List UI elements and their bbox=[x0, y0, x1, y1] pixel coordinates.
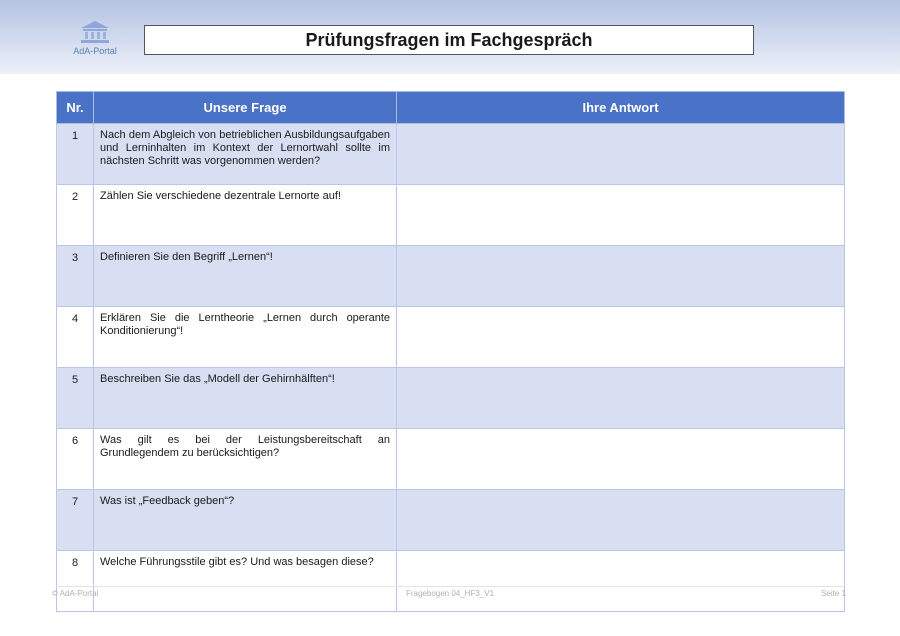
table-row bbox=[57, 490, 845, 551]
table-row bbox=[57, 185, 845, 246]
table-row bbox=[57, 246, 845, 307]
question-text: Nach dem Abgleich von betrieblichen Ausbildungsaufgaben und Lerninhalten im Kontext der Lernortwahl sollte im nächsten Schritt was vorgenommen werden? bbox=[100, 129, 390, 167]
question-text: Zählen Sie verschiedene dezentrale Lernorte auf! bbox=[100, 190, 341, 202]
answer-cell[interactable] bbox=[397, 124, 845, 185]
answer-cell[interactable] bbox=[397, 551, 845, 612]
question-text: Was gilt es bei der Leistungsbereitschaft an Grundlegendem zu berücksichtigen? bbox=[100, 434, 390, 459]
question-text: Erklären Sie die Lerntheorie „Lernen durch operante Konditionierung“! bbox=[100, 312, 390, 337]
logo bbox=[62, 20, 128, 62]
footer-page-number: Seite 1 bbox=[821, 589, 846, 598]
answer-cell[interactable] bbox=[397, 368, 845, 429]
row-number: 3 bbox=[57, 246, 94, 307]
table-row bbox=[57, 307, 845, 368]
question-text: Welche Führungsstile gibt es? Und was besagen diese? bbox=[100, 556, 374, 568]
table-row bbox=[57, 124, 845, 185]
questions-table bbox=[56, 91, 845, 612]
row-number: 6 bbox=[57, 429, 94, 490]
row-number: 5 bbox=[57, 368, 94, 429]
logo-text: AdA-Portal bbox=[73, 46, 117, 56]
page-title: Prüfungsfragen im Fachgespräch bbox=[144, 25, 754, 55]
column-header-answer: Ihre Antwort bbox=[397, 92, 845, 124]
footer-document-id: Fragebogen 04_HF3_V1 bbox=[405, 589, 495, 598]
answer-cell[interactable] bbox=[397, 490, 845, 551]
footer-divider bbox=[56, 586, 844, 587]
building-icon bbox=[78, 20, 112, 44]
table-row bbox=[57, 429, 845, 490]
answer-cell[interactable] bbox=[397, 429, 845, 490]
table-row bbox=[57, 368, 845, 429]
column-header-question: Unsere Frage bbox=[94, 92, 397, 124]
question-text: Definieren Sie den Begriff „Lernen“! bbox=[100, 251, 273, 263]
question-text: Beschreiben Sie das „Modell der Gehirnhälften“! bbox=[100, 373, 335, 385]
question-text: Was ist „Feedback geben“? bbox=[100, 495, 235, 507]
column-header-nr: Nr. bbox=[57, 92, 94, 124]
row-number: 7 bbox=[57, 490, 94, 551]
row-number: 4 bbox=[57, 307, 94, 368]
table-header-row bbox=[57, 92, 845, 124]
answer-cell[interactable] bbox=[397, 307, 845, 368]
table-row bbox=[57, 551, 845, 612]
row-number: 2 bbox=[57, 185, 94, 246]
row-number: 8 bbox=[57, 551, 94, 612]
answer-cell[interactable] bbox=[397, 185, 845, 246]
row-number: 1 bbox=[57, 124, 94, 185]
footer-copyright: © AdA-Portal bbox=[52, 589, 99, 598]
answer-cell[interactable] bbox=[397, 246, 845, 307]
